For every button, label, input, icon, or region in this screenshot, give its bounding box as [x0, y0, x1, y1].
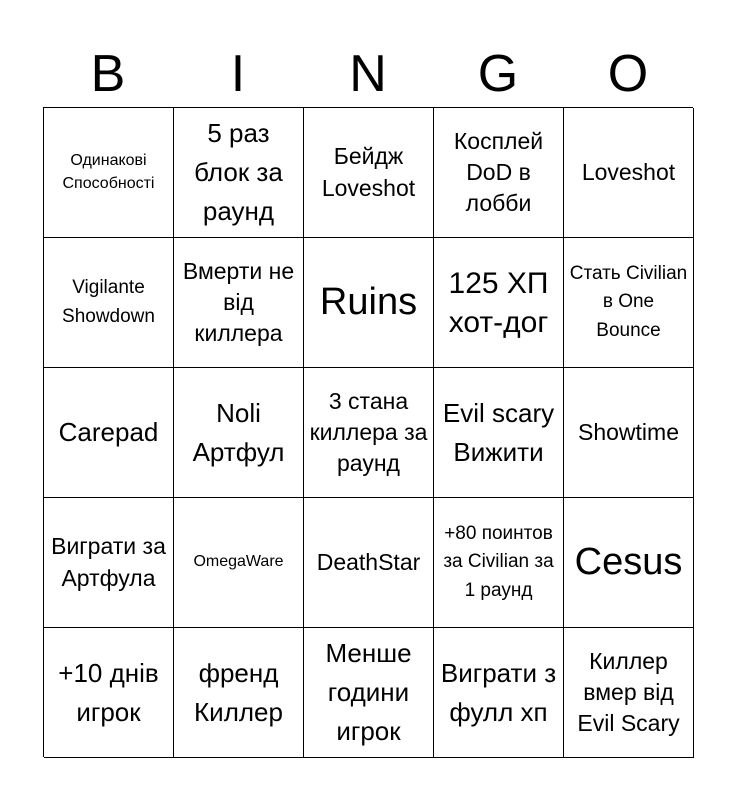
bingo-cell[interactable] [304, 628, 434, 758]
header-letter-b: B [90, 45, 126, 103]
cell-label: 5 раз блок за раунд [194, 118, 283, 226]
header-letter-n: N [349, 45, 387, 103]
cell-label: +10 днів игрок [58, 657, 159, 727]
cell-label: Carepad [58, 417, 159, 447]
bingo-cell[interactable] [174, 238, 304, 368]
bingo-board [43, 107, 693, 757]
bingo-cell[interactable] [44, 108, 174, 238]
bingo-cell[interactable] [564, 108, 694, 238]
bingo-cell[interactable] [564, 368, 694, 498]
cell-label: Cesus [574, 540, 683, 583]
bingo-cell[interactable] [174, 368, 304, 498]
cell-label: Стать Civilian в One Bounce [569, 262, 688, 341]
bingo-cell[interactable] [304, 108, 434, 238]
cell-label: Виграти з фулл хп [440, 657, 557, 727]
bingo-header [43, 40, 693, 108]
bingo-cell[interactable] [434, 368, 564, 498]
bingo-cell[interactable] [174, 498, 304, 628]
header-letter-i: I [230, 45, 246, 103]
bingo-cell[interactable] [304, 368, 434, 498]
bingo-cell[interactable] [44, 368, 174, 498]
bingo-cell[interactable] [44, 628, 174, 758]
cell-label: +80 поинтов за Civilian за 1 раунд [443, 522, 554, 601]
cell-label: Showtime [578, 418, 679, 445]
bingo-cell[interactable] [434, 628, 564, 758]
cell-label: Noli Артфул [192, 397, 285, 467]
bingo-cell[interactable] [564, 498, 694, 628]
cell-label: OmegaWare [193, 553, 284, 571]
cell-label: DeathStar [316, 548, 421, 575]
cell-label: френд Киллер [194, 657, 283, 727]
header-letter-g: G [477, 45, 519, 103]
cell-label: Loveshot [581, 158, 676, 185]
cell-label: Vigilante Showdown [62, 277, 155, 327]
bingo-cell[interactable] [564, 238, 694, 368]
bingo-cell[interactable] [174, 628, 304, 758]
cell-label: Одинакові Способності [62, 152, 155, 192]
bingo-cell[interactable] [564, 628, 694, 758]
cell-label: Виграти за Артфула [51, 533, 166, 591]
bingo-cell[interactable] [174, 108, 304, 238]
bingo-cell[interactable] [304, 498, 434, 628]
cell-label: 125 ХП хот-дог [448, 266, 549, 339]
bingo-cell[interactable] [434, 498, 564, 628]
bingo-cell[interactable] [304, 238, 434, 368]
cell-label: Менше години игрок [325, 638, 412, 746]
bingo-cell[interactable] [44, 498, 174, 628]
header-letter-o: O [607, 45, 649, 103]
cell-label: Бейдж Loveshot [321, 143, 416, 201]
cell-label: Вмерти не від киллера [182, 257, 295, 347]
cell-label: Косплей DoD в лобби [453, 127, 544, 217]
cell-label: 3 стана киллера за раунд [309, 387, 428, 477]
bingo-cell[interactable] [434, 108, 564, 238]
cell-label: Ruins [319, 280, 418, 323]
bingo-cell[interactable] [434, 238, 564, 368]
bingo-cell[interactable] [44, 238, 174, 368]
cell-label: Киллер вмер від Evil Scary [577, 647, 680, 737]
cell-label: Evil scary Вижити [442, 397, 555, 467]
